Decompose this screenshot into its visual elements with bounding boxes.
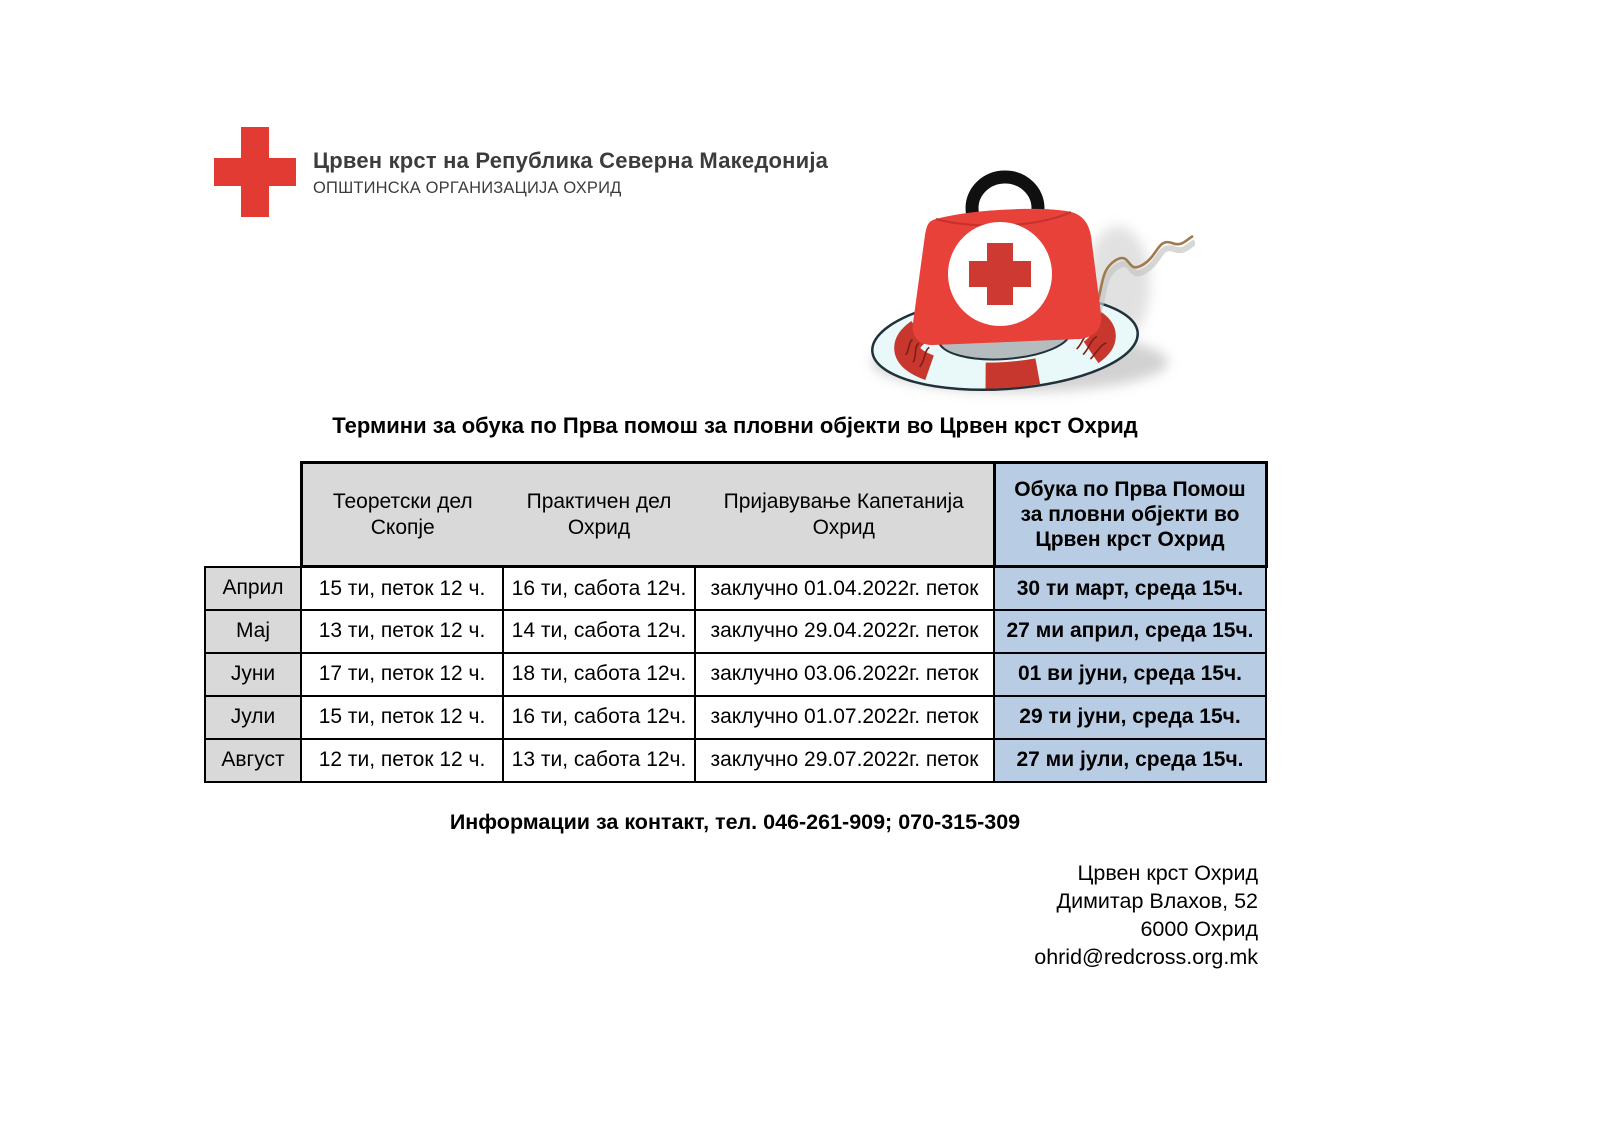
month-cell: Август (205, 739, 301, 782)
practice-cell: 14 ти, сабота 12ч. (503, 610, 695, 653)
registration-cell: заклучно 03.06.2022г. петок (695, 653, 994, 696)
training-cell: 30 ти март, среда 15ч. (994, 567, 1266, 610)
address-line-street: Димитар Влахов, 52 (1056, 889, 1258, 913)
training-cell: 27 ми април, среда 15ч. (994, 610, 1266, 653)
red-cross-logo (214, 127, 828, 217)
theory-cell: 13 ти, петок 12 ч. (301, 610, 503, 653)
logo-text-block (313, 127, 828, 198)
table-row (205, 696, 1266, 739)
schedule-table (204, 461, 1268, 783)
registration-cell: заклучно 01.04.2022г. петок (695, 567, 994, 610)
practice-cell: 16 ти, сабота 12ч. (503, 696, 695, 739)
theory-cell: 12 ти, петок 12 ч. (301, 739, 503, 782)
registration-cell: заклучно 29.07.2022г. петок (695, 739, 994, 782)
theory-cell: 15 ти, петок 12 ч. (301, 696, 503, 739)
month-cell: Мај (205, 610, 301, 653)
table-row (205, 739, 1266, 782)
contact-info: Информации за контакт, тел. 046-261-909; 070-315-309 (449, 810, 1021, 834)
col-header-practice: Практичен дел Охрид (503, 463, 695, 567)
theory-cell: 15 ти, петок 12 ч. (301, 567, 503, 610)
logo-branch-name: ОПШТИНСКА ОРГАНИЗАЦИЈА ОХРИД (313, 178, 622, 197)
corner-spacer (205, 463, 301, 567)
practice-cell: 13 ти, сабота 12ч. (503, 739, 695, 782)
address-line-organization: Црвен крст Охрид (1077, 861, 1258, 885)
registration-cell: заклучно 29.04.2022г. петок (695, 610, 994, 653)
address-line-city: 6000 Охрид (1140, 917, 1258, 941)
col-header-theory: Теоретски дел Скопје (301, 463, 503, 567)
table-row (205, 567, 1266, 610)
address-line-email: ohrid@redcross.org.mk (1034, 945, 1258, 969)
table-row (205, 653, 1266, 696)
month-cell: Јуни (205, 653, 301, 696)
practice-cell: 16 ти, сабота 12ч. (503, 567, 695, 610)
logo-organization-name: Црвен крст на Република Северна Македонија (313, 148, 829, 173)
practice-cell: 18 ти, сабота 12ч. (503, 653, 695, 696)
table-row (205, 610, 1266, 653)
header-row (205, 463, 1266, 567)
red-cross-icon (214, 127, 296, 217)
month-cell: Јули (205, 696, 301, 739)
training-cell: 29 ти јуни, среда 15ч. (994, 696, 1266, 739)
training-cell: 01 ви јуни, среда 15ч. (994, 653, 1266, 696)
month-cell: Април (205, 567, 301, 610)
col-header-registration: Пријавување Капетанија Охрид (695, 463, 994, 567)
address-block (205, 859, 1258, 971)
first-aid-kit-life-ring-illustration (860, 156, 1195, 408)
page-title: Термини за обука по Прва помош за пловни објекти во Црвен крст Охрид (332, 413, 1138, 438)
col-header-training: Обука по Прва Помош за пловни објекти во Црвен крст Охрид (994, 463, 1266, 567)
emblem-cross-horizontal (969, 261, 1031, 287)
registration-cell: заклучно 01.07.2022г. петок (695, 696, 994, 739)
theory-cell: 17 ти, петок 12 ч. (301, 653, 503, 696)
training-cell: 27 ми јули, среда 15ч. (994, 739, 1266, 782)
